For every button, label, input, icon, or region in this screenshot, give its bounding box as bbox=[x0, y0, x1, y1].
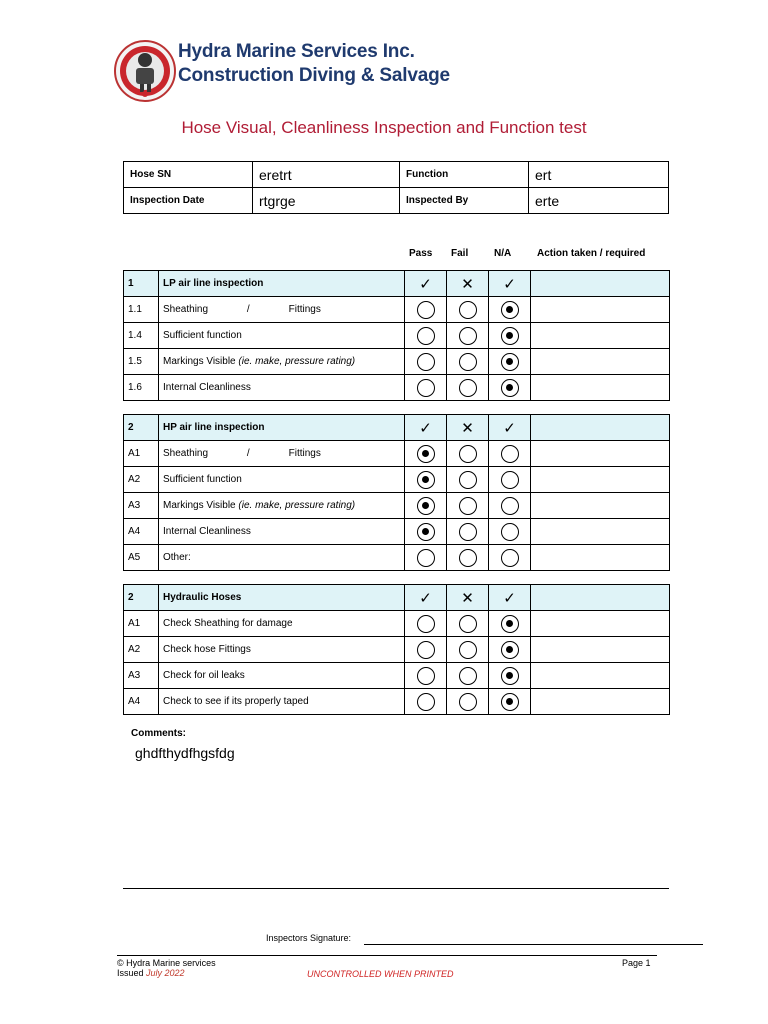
issued-label: Issued bbox=[117, 968, 147, 978]
radio-cell bbox=[489, 493, 531, 519]
fail-radio[interactable] bbox=[459, 523, 477, 541]
pass-radio[interactable] bbox=[417, 445, 435, 463]
radio-cell bbox=[447, 637, 489, 663]
column-mark-cell bbox=[447, 415, 489, 441]
document-title: Hose Visual, Cleanliness Inspection and Function test bbox=[181, 118, 587, 137]
issued-date: July 2022 bbox=[146, 968, 185, 978]
inspection-row bbox=[124, 493, 670, 519]
radio-cell bbox=[489, 637, 531, 663]
pass-radio[interactable] bbox=[417, 523, 435, 541]
pass-radio[interactable] bbox=[417, 667, 435, 685]
inspection-row bbox=[124, 689, 670, 715]
radio-cell bbox=[489, 441, 531, 467]
fail-cross-icon: ✕ bbox=[461, 419, 474, 437]
fail-radio[interactable] bbox=[459, 693, 477, 711]
column-mark-cell bbox=[447, 585, 489, 611]
radio-cell bbox=[447, 493, 489, 519]
action-field[interactable] bbox=[531, 519, 670, 545]
footer-issued bbox=[117, 968, 185, 978]
item-cell bbox=[159, 663, 405, 689]
hose-sn-label: Hose SN bbox=[124, 162, 253, 188]
radio-cell bbox=[405, 323, 447, 349]
item-label: Check to see if its properly taped bbox=[163, 696, 309, 707]
na-radio[interactable] bbox=[501, 445, 519, 463]
column-mark-cell bbox=[405, 415, 447, 441]
na-radio[interactable] bbox=[501, 641, 519, 659]
comments-field[interactable]: ghdfthydfhgsfdg bbox=[135, 745, 235, 761]
fail-radio[interactable] bbox=[459, 641, 477, 659]
item-label: Other: bbox=[163, 552, 191, 563]
fail-radio[interactable] bbox=[459, 301, 477, 319]
action-field[interactable] bbox=[531, 441, 670, 467]
inspection-row bbox=[124, 323, 670, 349]
fail-radio[interactable] bbox=[459, 379, 477, 397]
inspection-date-label: Inspection Date bbox=[124, 188, 253, 214]
radio-cell bbox=[489, 611, 531, 637]
inspection-row bbox=[124, 611, 670, 637]
radio-cell bbox=[447, 467, 489, 493]
radio-cell bbox=[447, 689, 489, 715]
item-number: 1.6 bbox=[124, 375, 159, 401]
na-radio[interactable] bbox=[501, 327, 519, 345]
fail-radio[interactable] bbox=[459, 497, 477, 515]
inspection-row bbox=[124, 441, 670, 467]
item-label: Sufficient function bbox=[163, 330, 242, 341]
na-radio[interactable] bbox=[501, 693, 519, 711]
company-division: Construction Diving & Salvage bbox=[178, 65, 450, 86]
radio-cell bbox=[447, 441, 489, 467]
item-number: 1.5 bbox=[124, 349, 159, 375]
pass-radio[interactable] bbox=[417, 379, 435, 397]
section-title: HP air line inspection bbox=[159, 415, 405, 441]
function-label: Function bbox=[400, 162, 529, 188]
signature-line[interactable] bbox=[364, 944, 703, 945]
na-radio[interactable] bbox=[501, 379, 519, 397]
radio-cell bbox=[405, 519, 447, 545]
radio-cell bbox=[405, 441, 447, 467]
comments-divider bbox=[123, 888, 669, 889]
na-check-icon: ✓ bbox=[503, 275, 516, 293]
fail-radio[interactable] bbox=[459, 327, 477, 345]
column-mark-cell bbox=[405, 271, 447, 297]
radio-cell bbox=[405, 689, 447, 715]
inspection-date-field[interactable]: rtgrge bbox=[253, 188, 400, 214]
column-mark-cell bbox=[489, 271, 531, 297]
uncontrolled-notice: UNCONTROLLED WHEN PRINTED bbox=[307, 969, 454, 979]
na-radio[interactable] bbox=[501, 471, 519, 489]
na-radio[interactable] bbox=[501, 353, 519, 371]
na-radio[interactable] bbox=[501, 615, 519, 633]
pass-radio[interactable] bbox=[417, 353, 435, 371]
inspected-by-field[interactable]: erte bbox=[529, 188, 669, 214]
action-field[interactable] bbox=[531, 493, 670, 519]
pass-check-icon: ✓ bbox=[419, 419, 432, 437]
radio-cell bbox=[447, 323, 489, 349]
column-na: N/A bbox=[494, 248, 512, 259]
pass-radio[interactable] bbox=[417, 471, 435, 489]
inspection-row bbox=[124, 637, 670, 663]
section-number: 2 bbox=[124, 585, 159, 611]
section-number: 1 bbox=[124, 271, 159, 297]
inspection-section bbox=[123, 270, 670, 401]
action-field[interactable] bbox=[531, 545, 670, 571]
radio-cell bbox=[489, 689, 531, 715]
radio-cell bbox=[405, 611, 447, 637]
section-header-row bbox=[124, 271, 670, 297]
radio-cell bbox=[489, 349, 531, 375]
pass-check-icon: ✓ bbox=[419, 275, 432, 293]
radio-cell bbox=[447, 545, 489, 571]
item-cell bbox=[159, 441, 405, 467]
pass-radio[interactable] bbox=[417, 327, 435, 345]
na-check-icon: ✓ bbox=[503, 419, 516, 437]
fail-radio[interactable] bbox=[459, 667, 477, 685]
radio-cell bbox=[489, 663, 531, 689]
radio-cell bbox=[489, 467, 531, 493]
radio-cell bbox=[447, 297, 489, 323]
radio-cell bbox=[489, 519, 531, 545]
action-field[interactable] bbox=[531, 297, 670, 323]
pass-radio[interactable] bbox=[417, 301, 435, 319]
inspection-row bbox=[124, 297, 670, 323]
radio-cell bbox=[489, 323, 531, 349]
hose-info-table bbox=[123, 161, 669, 214]
radio-cell bbox=[447, 375, 489, 401]
company-logo bbox=[114, 38, 176, 104]
radio-cell bbox=[489, 545, 531, 571]
radio-cell bbox=[447, 611, 489, 637]
item-number: A2 bbox=[124, 637, 159, 663]
signature-label: Inspectors Signature: bbox=[266, 933, 352, 943]
column-pass: Pass bbox=[409, 248, 433, 259]
item-label: Internal Cleanliness bbox=[163, 526, 251, 537]
inspection-row bbox=[124, 375, 670, 401]
radio-cell bbox=[405, 663, 447, 689]
pass-radio[interactable] bbox=[417, 641, 435, 659]
section-number: 2 bbox=[124, 415, 159, 441]
item-number: A2 bbox=[124, 467, 159, 493]
column-mark-cell bbox=[447, 271, 489, 297]
item-number: A3 bbox=[124, 663, 159, 689]
item-number: A1 bbox=[124, 611, 159, 637]
column-mark-cell bbox=[489, 415, 531, 441]
item-note: (ie. make, pressure rating) bbox=[238, 500, 356, 511]
section-header-row bbox=[124, 585, 670, 611]
item-cell bbox=[159, 349, 405, 375]
radio-cell bbox=[447, 663, 489, 689]
inspection-section bbox=[123, 584, 670, 715]
footer-divider bbox=[117, 955, 657, 956]
fail-radio[interactable] bbox=[459, 549, 477, 567]
hose-sn-field[interactable]: eretrt bbox=[253, 162, 400, 188]
radio-cell bbox=[447, 519, 489, 545]
inspection-section bbox=[123, 414, 670, 571]
action-field[interactable] bbox=[531, 323, 670, 349]
item-cell bbox=[159, 467, 405, 493]
na-radio[interactable] bbox=[501, 667, 519, 685]
action-header-cell bbox=[531, 585, 670, 611]
action-field[interactable] bbox=[531, 663, 670, 689]
action-field[interactable] bbox=[531, 349, 670, 375]
fail-radio[interactable] bbox=[459, 445, 477, 463]
radio-cell bbox=[405, 375, 447, 401]
item-label: Markings Visible bbox=[163, 500, 239, 511]
radio-cell bbox=[489, 297, 531, 323]
section-header-row bbox=[124, 415, 670, 441]
radio-cell bbox=[405, 545, 447, 571]
column-fail: Fail bbox=[451, 248, 469, 259]
item-note: (ie. make, pressure rating) bbox=[238, 356, 356, 367]
item-cell bbox=[159, 611, 405, 637]
item-label: Sheathing / Fittings bbox=[163, 448, 321, 459]
item-cell bbox=[159, 323, 405, 349]
action-field[interactable] bbox=[531, 611, 670, 637]
action-header-cell bbox=[531, 415, 670, 441]
item-cell bbox=[159, 545, 405, 571]
radio-cell bbox=[405, 467, 447, 493]
radio-cell bbox=[405, 349, 447, 375]
company-name: Hydra Marine Services Inc. bbox=[178, 41, 415, 62]
section-title: Hydraulic Hoses bbox=[159, 585, 405, 611]
item-label: Check for oil leaks bbox=[163, 670, 245, 681]
item-number: A4 bbox=[124, 519, 159, 545]
na-radio[interactable] bbox=[501, 301, 519, 319]
radio-cell bbox=[489, 375, 531, 401]
pass-check-icon: ✓ bbox=[419, 589, 432, 607]
fail-radio[interactable] bbox=[459, 353, 477, 371]
item-label: Sheathing / Fittings bbox=[163, 304, 321, 315]
footer-copyright: © Hydra Marine services bbox=[117, 958, 216, 968]
item-cell bbox=[159, 375, 405, 401]
item-number: A3 bbox=[124, 493, 159, 519]
page-number: Page 1 bbox=[622, 958, 651, 968]
item-cell bbox=[159, 297, 405, 323]
inspection-row bbox=[124, 545, 670, 571]
column-mark-cell bbox=[405, 585, 447, 611]
inspection-row bbox=[124, 467, 670, 493]
radio-cell bbox=[447, 349, 489, 375]
item-cell bbox=[159, 493, 405, 519]
na-radio[interactable] bbox=[501, 497, 519, 515]
radio-cell bbox=[405, 493, 447, 519]
item-cell bbox=[159, 637, 405, 663]
item-label: Check hose Fittings bbox=[163, 644, 251, 655]
item-number: A4 bbox=[124, 689, 159, 715]
pass-radio[interactable] bbox=[417, 615, 435, 633]
action-field[interactable] bbox=[531, 467, 670, 493]
item-cell bbox=[159, 519, 405, 545]
fail-radio[interactable] bbox=[459, 471, 477, 489]
fail-cross-icon: ✕ bbox=[461, 589, 474, 607]
na-radio[interactable] bbox=[501, 549, 519, 567]
item-number: A5 bbox=[124, 545, 159, 571]
na-check-icon: ✓ bbox=[503, 589, 516, 607]
action-field[interactable] bbox=[531, 375, 670, 401]
action-field[interactable] bbox=[531, 637, 670, 663]
item-label: Check Sheathing for damage bbox=[163, 618, 293, 629]
na-radio[interactable] bbox=[501, 523, 519, 541]
radio-cell bbox=[405, 637, 447, 663]
function-field[interactable]: ert bbox=[529, 162, 669, 188]
fail-radio[interactable] bbox=[459, 615, 477, 633]
pass-radio[interactable] bbox=[417, 549, 435, 567]
inspection-row bbox=[124, 349, 670, 375]
item-label: Internal Cleanliness bbox=[163, 382, 251, 393]
column-action: Action taken / required bbox=[537, 248, 646, 259]
item-label: Markings Visible bbox=[163, 356, 239, 367]
item-cell bbox=[159, 689, 405, 715]
item-number: 1.1 bbox=[124, 297, 159, 323]
action-header-cell bbox=[531, 271, 670, 297]
pass-radio[interactable] bbox=[417, 693, 435, 711]
comments-label: Comments: bbox=[131, 728, 187, 739]
radio-cell bbox=[405, 297, 447, 323]
inspection-row bbox=[124, 663, 670, 689]
item-number: A1 bbox=[124, 441, 159, 467]
section-title: LP air line inspection bbox=[159, 271, 405, 297]
column-mark-cell bbox=[489, 585, 531, 611]
inspected-by-label: Inspected By bbox=[400, 188, 529, 214]
fail-cross-icon: ✕ bbox=[461, 275, 474, 293]
pass-radio[interactable] bbox=[417, 497, 435, 515]
item-label: Sufficient function bbox=[163, 474, 242, 485]
action-field[interactable] bbox=[531, 689, 670, 715]
item-number: 1.4 bbox=[124, 323, 159, 349]
inspection-row bbox=[124, 519, 670, 545]
